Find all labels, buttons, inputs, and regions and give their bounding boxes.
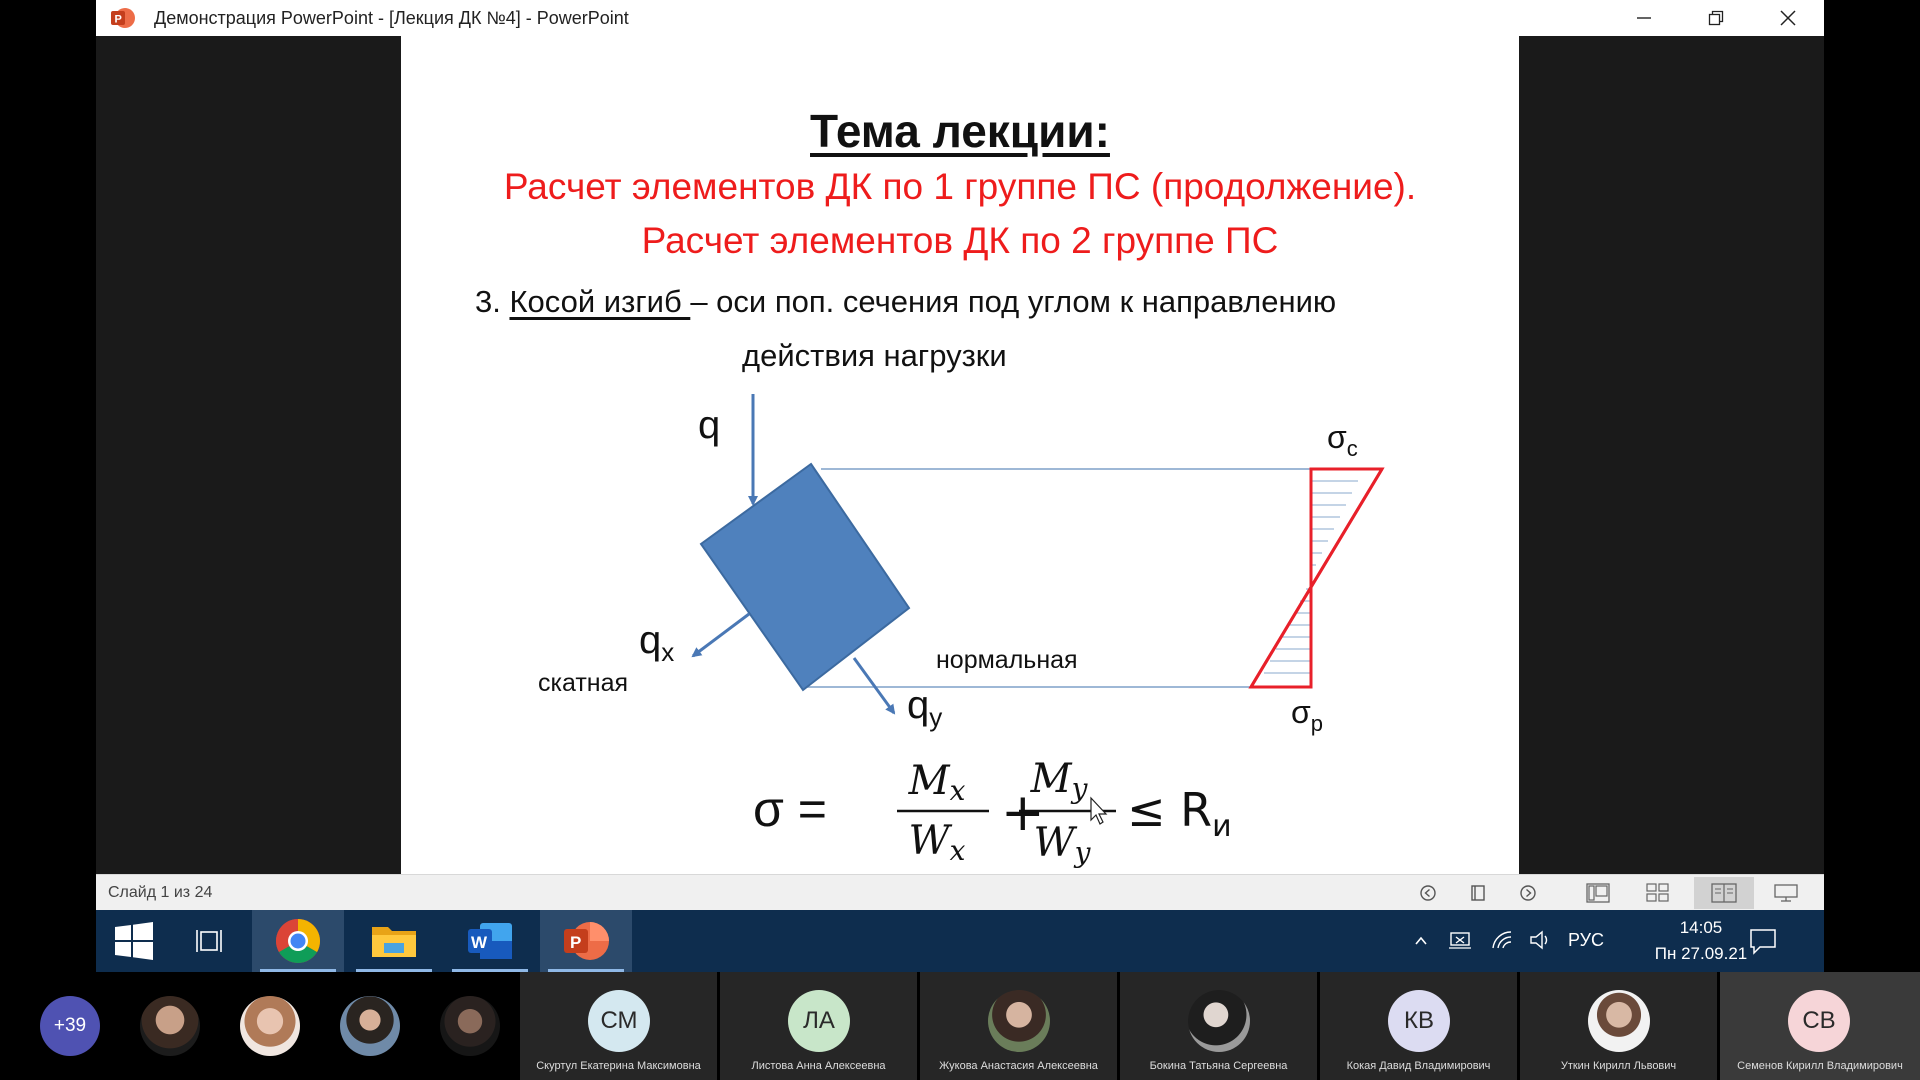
next-slide-icon [1519,884,1537,902]
reading-view-icon [1711,883,1737,903]
slideshow-button[interactable] [1770,881,1802,905]
prev-slide-icon [1419,884,1437,902]
participant-tile[interactable] [920,972,1117,1080]
taskbar-chrome[interactable] [252,910,344,972]
slide[interactable] [401,36,1519,874]
slide-menu-icon [1469,884,1487,902]
minimize-button[interactable] [1608,0,1680,36]
participant-tile[interactable] [1120,972,1317,1080]
topic-rest: – оси поп. сечения под углом к направлению [690,284,1337,319]
powerpoint-icon [562,919,610,963]
restore-icon [1707,9,1725,27]
formula-den-1: Wx [908,818,966,867]
participant-name: Бокина Татьяна Сергеевна [1149,1060,1288,1072]
participant-tile[interactable] [1520,972,1717,1080]
formula-num-2: My [1030,756,1088,805]
participant-name: Листова Анна Алексеевна [751,1060,886,1072]
label-sigma-p: $\sigma_p$ [1291,694,1323,736]
slide-sorter-icon [1646,883,1670,903]
participants-strip [0,972,1920,1080]
slide-subtitle-2: Расчет элементов ДК по 2 группе ПС [641,220,1279,261]
participant-name: Семенов Кирилл Владимирович [1737,1060,1903,1072]
wifi-icon[interactable] [1490,928,1516,952]
notifications-icon[interactable] [1748,926,1778,956]
taskbar [96,910,1824,972]
title-bar [96,0,1824,36]
slide-counter: Слайд 1 из 24 [108,884,213,901]
participant-tile[interactable] [720,972,917,1080]
label-normalnaya: нормальная [936,646,1078,674]
avatar: ЛА [788,990,850,1052]
avatar [1588,990,1650,1052]
normal-view-icon [1586,883,1610,903]
stress-diagram-diagonal [1251,469,1382,687]
formula-num-1: Mx [908,758,966,807]
formula-plus: + [1001,783,1045,843]
tray-overflow-icon[interactable] [1414,934,1428,948]
stress-formula [401,736,1519,874]
participant-video-1[interactable] [140,996,200,1056]
svg-text:W: W [471,933,488,952]
formula-den-2: Wy [1033,820,1091,869]
next-slide-button[interactable] [1512,881,1544,905]
load-qx-arrow [693,614,749,656]
slide-subtitle-1: Расчет элементов ДК по 1 группе ПС (продолжение). [503,166,1417,207]
start-button[interactable] [96,910,172,972]
input-language[interactable]: РУС [1568,930,1605,950]
label-qx: $q_x$ [639,618,675,667]
oblique-bending-diagram [401,366,1519,766]
slide-title: Тема лекции: [810,105,1110,157]
mouse-cursor-icon [1091,798,1106,824]
word-icon [466,919,514,963]
task-view-icon [195,927,225,955]
volume-icon[interactable] [1528,928,1554,952]
label-qy: $q_y$ [907,683,943,732]
participant-tile-active[interactable] [1720,972,1920,1080]
powerpoint-window [96,0,1824,910]
avatar: СМ [588,990,650,1052]
clock-date[interactable]: Пн 27.09.21 [1654,944,1748,963]
beam-cross-section [701,464,909,690]
label-skatnaya: скатная [538,669,629,697]
svg-text:P: P [570,933,582,952]
topic-number: 3. [475,284,510,319]
window-title: Демонстрация PowerPoint - [Лекция ДК №4] - PowerPoint [154,8,629,28]
slide-menu-button[interactable] [1462,881,1494,905]
taskbar-powerpoint[interactable] [540,910,632,972]
taskbar-file-explorer[interactable] [348,910,440,972]
participant-name: Кокая Давид Владимирович [1346,1060,1491,1072]
participant-name: Жукова Анастасия Алексеевна [939,1060,1098,1072]
avatar [988,990,1050,1052]
participant-name: Скуртул Екатерина Максимовна [536,1060,701,1072]
minimize-icon [1635,9,1653,27]
participant-video-2[interactable] [240,996,300,1056]
avatar [1188,990,1250,1052]
participant-tile[interactable] [520,972,717,1080]
reading-view-button[interactable] [1694,877,1754,909]
topic-line-1 [475,284,1336,320]
slideshow-icon [1774,883,1798,903]
participant-tile[interactable] [1320,972,1517,1080]
task-view-button[interactable] [172,910,248,972]
network-adapter-icon[interactable] [1448,928,1474,952]
windows-start-icon [113,920,155,962]
svg-text:P: P [114,13,122,26]
normal-view-button[interactable] [1582,881,1614,905]
label-q: q [698,403,721,447]
formula-sigma: σ = [753,781,827,837]
topic-line-2: действия нагрузки [742,338,1007,373]
participant-name: Уткин Кирилл Львович [1560,1060,1677,1072]
topic-term: Косой изгиб [509,284,691,319]
restore-button[interactable] [1680,0,1752,36]
status-bar [96,874,1824,911]
more-participants-button[interactable]: +39 [40,996,100,1056]
label-sigma-c: $\sigma_c$ [1327,419,1358,461]
taskbar-word[interactable] [444,910,536,972]
chrome-icon [274,917,322,965]
formula-le-r: ≤ $R_и$ [1127,783,1232,844]
prev-slide-button[interactable] [1412,881,1444,905]
file-explorer-icon [370,921,418,961]
avatar: КВ [1388,990,1450,1052]
avatar: СВ [1788,990,1850,1052]
close-icon [1779,9,1797,27]
close-button[interactable] [1752,0,1824,36]
powerpoint-icon [110,6,136,30]
clock-time[interactable]: 14:05 [1679,918,1723,937]
participant-video-3[interactable] [340,996,400,1056]
load-qy-arrow [854,658,894,713]
slide-sorter-button[interactable] [1642,881,1674,905]
participant-video-4[interactable] [440,996,500,1056]
